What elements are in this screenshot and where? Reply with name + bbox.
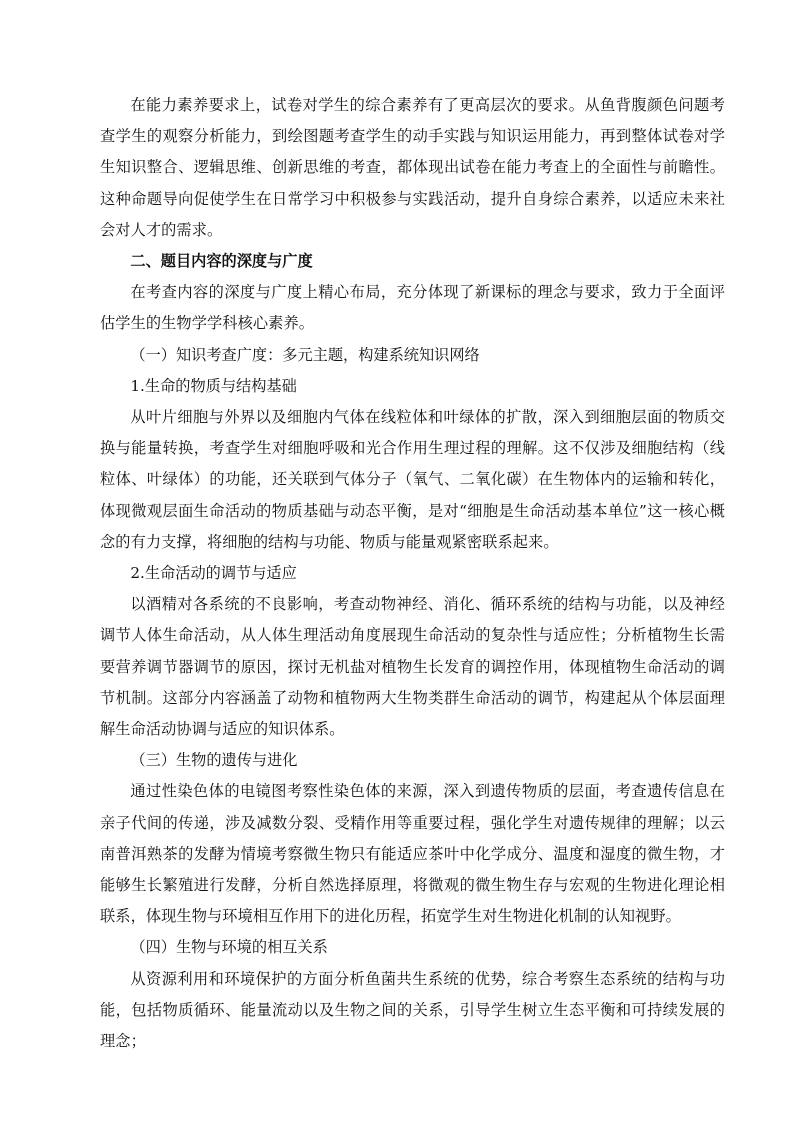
numbered-heading-regulation: 2.生命活动的调节与适应: [130, 564, 297, 583]
paragraph-genetics: 通过性染色体的电镜图考察性染色体的来源，深入到遗传物质的层面，考查遗传信息在亲子代间的传递，涉及减数分裂、受精作用等重要过程，强化学生对遗传规律的理解；以云南普洱熟茶的发酵为情境考察微生物只有能适应茶叶中化学成分、温度和湿度的微生物，才能够生长繁殖进行发酵，分析自然选择原理，将微观的微生物生存与宏观的生物进化理论相联系，体现生物与环境相互作用下的进化历程，拓宽学生对生物进化机制的认知视野。: [100, 782, 725, 926]
paragraph-cell-exchange: 从叶片细胞与外界以及细胞内气体在线粒体和叶绿体的扩散，深入到细胞层面的物质交换与能量转换，考查学生对细胞呼吸和光合作用生理过程的理解。这不仅涉及细胞结构（线粒体、叶绿体）的功能，还关联到气体分子（氧气、二氧化碳）在生物体内的运输和转化，体现微观层面生命活动的物质基础与动态平衡，是对“细胞是生命活动基本单位”这一核心概念的有力支撑，将细胞的结构与功能、物质与能量观紧密联系起来。: [100, 408, 725, 551]
paragraph-intro-depth: 在考查内容的深度与广度上精心布局，充分体现了新课标的理念与要求，致力于全面评估学生的生物学学科核心素养。: [100, 283, 725, 333]
numbered-heading-material-structure: 1.生命的物质与结构基础: [130, 376, 297, 395]
subheading-environment: （四）生物与环境的相互关系: [130, 938, 328, 957]
section-heading-depth-breadth: 二、题目内容的深度与广度: [130, 252, 313, 271]
paragraph-regulation: 以酒精对各系统的不良影响，考查动物神经、消化、循环系统的结构与功能，以及神经调节人体生命活动，从人体生理活动角度展现生命活动的复杂性与适应性；分析植物生长需要营养调节器调节的原因，探讨无机盐对植物生长发育的调控作用，体现植物生命活动的调节机制。这部分内容涵盖了动物和植物两大生物类群生命活动的调节，构建起从个体层面理解生命活动协调与适应的知识体系。: [100, 595, 725, 739]
subheading-knowledge-breadth: （一）知识考查广度：多元主题，构建系统知识网络: [130, 345, 480, 364]
paragraph-ability: 在能力素养要求上，试卷对学生的综合素养有了更高层次的要求。从鱼背腹颜色问题考查学生的观察分析能力，到绘图题考查学生的动手实践与知识运用能力，再到整体试卷对学生知识整合、逻辑思维、创新思维的考查，都体现出试卷在能力考查上的全面性与前瞻性。这种命题导向促使学生在日常学习中积极参与实践活动，提升自身综合素养，以适应未来社会对人才的需求。: [100, 96, 725, 239]
document-page: [100, 90, 725, 1057]
paragraph-environment: 从资源利用和环境保护的方面分析鱼菌共生系统的优势，综合考察生态系统的结构与功能，包括物质循环、能量流动以及生物之间的关系，引导学生树立生态平衡和可持续发展的理念；: [100, 969, 725, 1051]
subheading-genetics-evolution: （三）生物的遗传与进化: [130, 751, 298, 770]
